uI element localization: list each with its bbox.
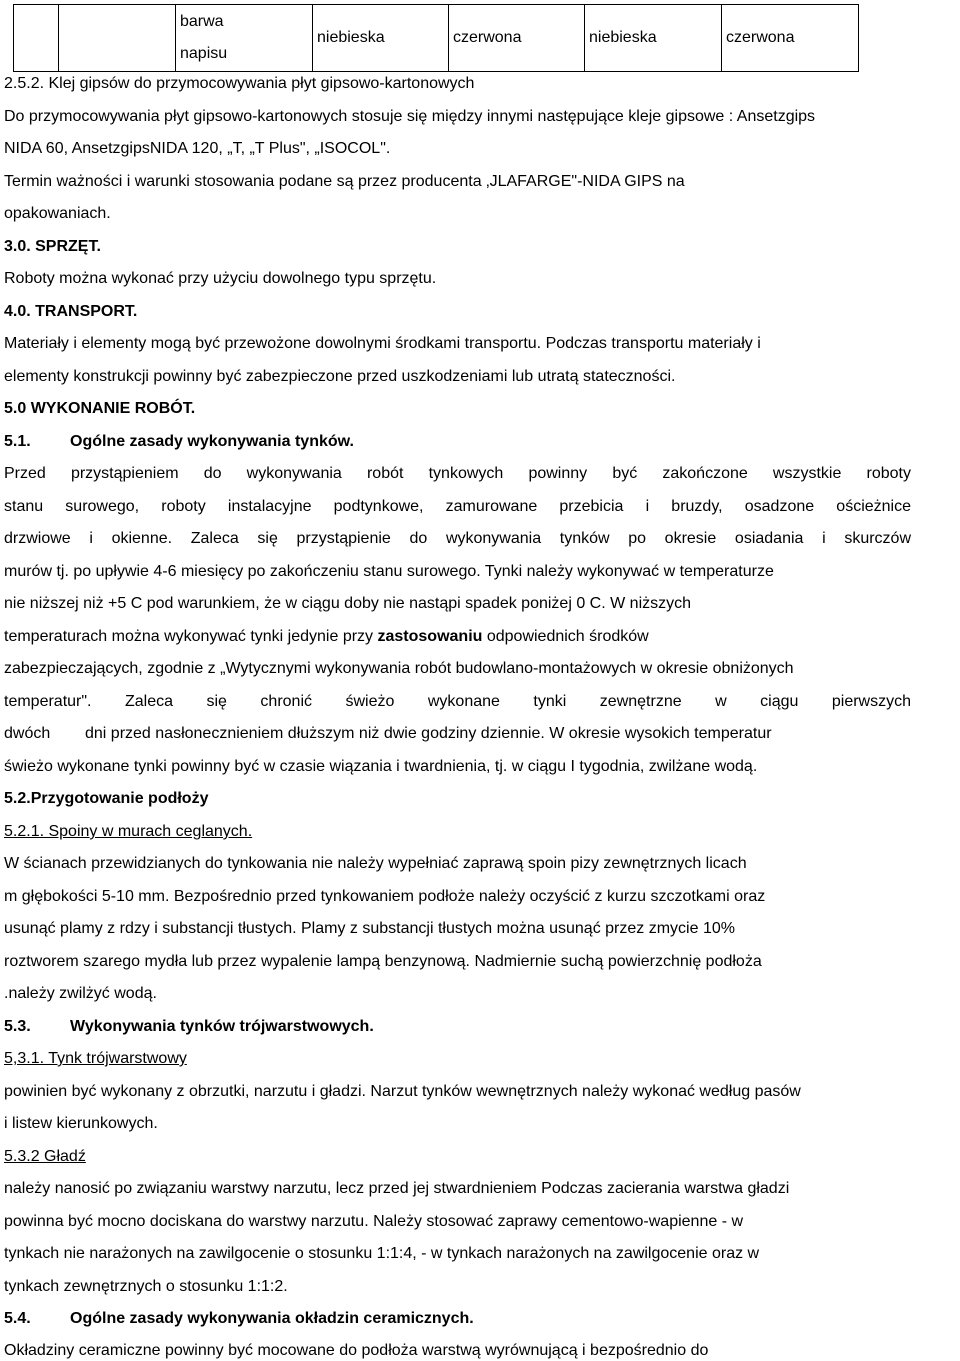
section-heading: [4, 1017, 374, 1037]
paragraph-line: NIDA 60, AnsetzgipsNIDA 120, „T, „T Plus", „ISOCOL".: [4, 140, 391, 157]
section-heading: 2.5.2. Klej gipsów do przymocowywania płyt gipsowo-kartonowych: [4, 75, 475, 92]
table-cell-label: [176, 5, 313, 72]
section-heading: [4, 1309, 474, 1329]
paragraph-line: Roboty można wykonać przy użyciu dowolnego typu sprzętu.: [4, 270, 437, 287]
paragraph-line: stanu surowego, roboty instalacyjne podtynkowe, zamurowane przebicia i bruzdy, osadzone ościeżnice: [4, 498, 911, 515]
section-heading: [4, 432, 354, 452]
paragraph-line: roztworem szarego mydła lub przez wypalenie lampą benzynową. Nadmiernie suchą powierzchnię podłoża: [4, 953, 762, 970]
paragraph-line: świeżo wykonane tynki powinny być w czasie wiązania i twardnienia, tj. w ciągu I tygodnia, zwilżane wodą.: [4, 758, 758, 775]
table-cell-empty: [59, 5, 176, 72]
table-cell: czerwona: [722, 5, 859, 72]
paragraph-line: powinna być mocno dociskana do warstwy narzutu. Należy stosować zaprawy cementowo-wapienne - w: [4, 1213, 744, 1230]
text-span-bold: zastosowaniu: [377, 628, 483, 645]
text-span: temperaturach można wykonywać tynki jedynie przy: [4, 628, 378, 645]
paragraph-line: Do przymocowywania płyt gipsowo-kartonowych stosuje się między innymi następujące kleje gipsowe : Ansetzgips: [4, 108, 816, 125]
subsection-heading: 5.3.2 Gładź: [4, 1148, 86, 1165]
paragraph-line: elementy konstrukcji powinny być zabezpieczone przed uszkodzeniami lub utratą stateczności.: [4, 368, 676, 385]
paragraph-line: Okładziny ceramiczne powinny być mocowane do podłoża warstwą wyrównującą i bezpośrednio do: [4, 1342, 709, 1359]
paragraph-line: Materiały i elementy mogą być przewożone dowolnymi środkami transportu. Podczas transportu materiały i: [4, 335, 761, 352]
paragraph-line: tynkach zewnętrznych o stosunku 1:1:2.: [4, 1278, 288, 1295]
text-span: odpowiednich środków: [482, 628, 649, 645]
section-number: 5.4.: [4, 1310, 31, 1327]
paragraph-line: [4, 724, 772, 744]
section-title: Ogólne zasady wykonywania tynków.: [70, 433, 354, 450]
label-line: barwa: [180, 13, 224, 30]
table-cell-empty: [14, 5, 59, 72]
paragraph-line: Termin ważności i warunki stosowania podane są przez producenta ‚JLAFARGE"-NIDA GIPS na: [4, 173, 685, 190]
section-heading: 5.2.Przygotowanie podłoży: [4, 790, 209, 807]
paragraph-line: murów tj. po upływie 4-6 miesięcy po zakończeniu stanu surowego. Tynki należy wykonywać w temperaturze: [4, 563, 774, 580]
paragraph-line: Przed przystąpieniem do wykonywania robót tynkowych powinny być zakończone wszystkie roboty: [4, 465, 911, 482]
section-number: 5.1.: [4, 433, 31, 450]
section-number: 5.3.: [4, 1018, 31, 1035]
paragraph-line: W ścianach przewidzianych do tynkowania nie należy wypełniać zaprawą spoin pizy zewnętrznych licach: [4, 855, 747, 872]
paragraph-line: powinien być wykonany z obrzutki, narzutu i gładzi. Narzut tynków wewnętrznych należy wykonać według pasów: [4, 1083, 801, 1100]
section-title: Ogólne zasady wykonywania okładzin ceramicznych.: [70, 1310, 474, 1327]
paragraph-line: drzwiowe i okienne. Zaleca się przystąpienie do wykonywania tynków po okresie osiadania i skurczów: [4, 530, 911, 547]
label-line: napisu: [180, 45, 228, 62]
table-cell: niebieska: [313, 5, 449, 72]
paragraph-line: tynkach nie narażonych na zawilgocenie o stosunku 1:1:4, - w tynkach narażonych na zawilgocenie oraz w: [4, 1245, 760, 1262]
section-heading: 4.0. TRANSPORT.: [4, 303, 138, 320]
text-span: dni przed nasłonecznieniem dłuższym niż dwie godziny dziennie. W okresie wysokich temperatur: [85, 725, 772, 742]
paragraph-line: zabezpieczających, zgodnie z „Wytycznymi wykonywania robót budowlano-montażowych w okresie obniżonych: [4, 660, 794, 677]
color-table: [13, 4, 859, 72]
paragraph-line: m głębokości 5-10 mm. Bezpośrednio przed tynkowaniem podłoże należy oczyścić z kurzu szczotkami oraz: [4, 888, 766, 905]
subsection-heading: 5,3.1. Tynk trójwarstwowy: [4, 1050, 187, 1067]
paragraph-line: nie niższej niż +5 C pod warunkiem, że w ciągu doby nie nastąpi spadek poniżej 0 C. W niższych: [4, 595, 692, 612]
paragraph-line: .należy zwilżyć wodą.: [4, 985, 157, 1002]
paragraph-line: [4, 627, 649, 647]
table-cell: czerwona: [449, 5, 585, 72]
subsection-heading: 5.2.1. Spoiny w murach ceglanych.: [4, 823, 253, 840]
section-heading: 3.0. SPRZĘT.: [4, 238, 101, 255]
text-span: dwóch: [4, 725, 51, 742]
paragraph-line: usunąć plamy z rdzy i substancji tłustych. Plamy z substancji tłustych można usunąć przez zmycie 10%: [4, 920, 735, 937]
table-cell: niebieska: [585, 5, 722, 72]
section-title: Wykonywania tynków trójwarstwowych.: [70, 1018, 374, 1035]
paragraph-line: należy nanosić po związaniu warstwy narzutu, lecz przed jej stwardnieniem Podczas zacierania warstwa gładzi: [4, 1180, 790, 1197]
paragraph-line: i listew kierunkowych.: [4, 1115, 158, 1132]
section-heading: 5.0 WYKONANIE ROBÓT.: [4, 400, 196, 417]
paragraph-line: temperatur". Zaleca się chronić świeżo wykonane tynki zewnętrzne w ciągu pierwszych: [4, 693, 911, 710]
table-row: [14, 5, 859, 72]
paragraph-line: opakowaniach.: [4, 205, 111, 222]
